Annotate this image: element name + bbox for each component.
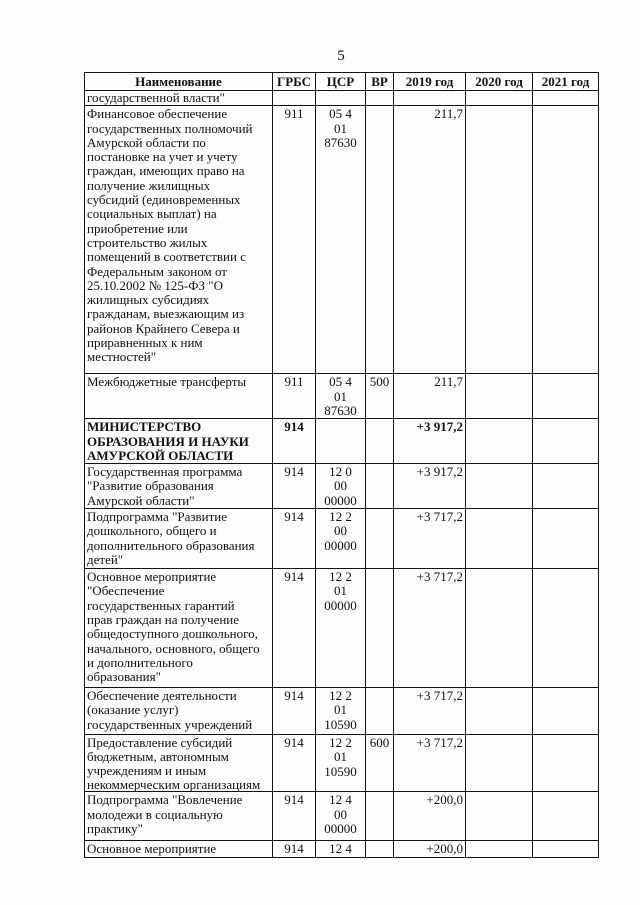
cell-2019: 211,7 bbox=[394, 374, 466, 419]
header-2019: 2019 год bbox=[394, 73, 466, 91]
cell-grbs: 914 bbox=[273, 509, 316, 569]
cell-2019: +200,0 bbox=[394, 792, 466, 841]
table-row bbox=[85, 464, 599, 509]
cell-vr bbox=[366, 569, 394, 688]
cell-2020 bbox=[466, 106, 533, 374]
cell-grbs: 914 bbox=[273, 792, 316, 841]
cell-name: Межбюджетные трансферты bbox=[85, 374, 273, 419]
cell-2021 bbox=[533, 464, 599, 509]
page-number: 5 bbox=[337, 48, 345, 64]
cell-csr: 05 4 01 87630 bbox=[316, 106, 366, 374]
cell-grbs: 914 bbox=[273, 464, 316, 509]
cell-name: Государственная программа "Развитие образования Амурской области" bbox=[85, 464, 273, 509]
header-grbs: ГРБС bbox=[273, 73, 316, 91]
cell-2020 bbox=[466, 688, 533, 735]
cell-2021 bbox=[533, 688, 599, 735]
cell-vr bbox=[366, 688, 394, 735]
table-row-ministry bbox=[85, 419, 599, 464]
cell-2019 bbox=[394, 91, 466, 106]
cell-2020 bbox=[466, 841, 533, 858]
cell-csr: 12 2 01 10590 bbox=[316, 735, 366, 792]
header-2021: 2021 год bbox=[533, 73, 599, 91]
cell-csr: 12 2 01 10590 bbox=[316, 688, 366, 735]
table-row bbox=[85, 735, 599, 792]
cell-vr bbox=[366, 106, 394, 374]
cell-2019: +3 717,2 bbox=[394, 688, 466, 735]
cell-2021 bbox=[533, 792, 599, 841]
header-csr: ЦСР bbox=[316, 73, 366, 91]
cell-name: Подпрограмма "Вовлечение молодежи в социальную практику" bbox=[85, 792, 273, 841]
cell-2021 bbox=[533, 91, 599, 106]
cell-csr: 12 0 00 00000 bbox=[316, 464, 366, 509]
cell-2020 bbox=[466, 374, 533, 419]
cell-2019: +3 917,2 bbox=[394, 419, 466, 464]
cell-2020 bbox=[466, 419, 533, 464]
cell-name: Основное мероприятие "Обеспечение государственных гарантий прав граждан на получение общедоступного дошкольного, начального, основного, общего и дополнительного образования" bbox=[85, 569, 273, 688]
header-2020: 2020 год bbox=[466, 73, 533, 91]
cell-2021 bbox=[533, 419, 599, 464]
header-vr: ВР bbox=[366, 73, 394, 91]
header-name: Наименование bbox=[85, 73, 273, 91]
budget-table bbox=[84, 72, 599, 858]
cell-vr bbox=[366, 91, 394, 106]
cell-2021 bbox=[533, 841, 599, 858]
cell-name: Предоставление субсидий бюджетным, автономным учреждениям и иным некоммерческим организациям bbox=[85, 735, 273, 792]
cell-2020 bbox=[466, 735, 533, 792]
cell-2021 bbox=[533, 106, 599, 374]
cell-2019: 211,7 bbox=[394, 106, 466, 374]
cell-name: МИНИСТЕРСТВО ОБРАЗОВАНИЯ И НАУКИ АМУРСКОЙ ОБЛАСТИ bbox=[85, 419, 273, 464]
table-row bbox=[85, 569, 599, 688]
table-header-row bbox=[85, 73, 599, 91]
cell-name: Финансовое обеспечение государственных полномочий Амурской области по постановке на учет и учету граждан, имеющих право на получение жилищных субсидий (единовременных социальных выплат) на приобретение или строительство жилых помещений в соответствии с Федеральным законом от 25.10.2002 № 125-ФЗ "О жилищных субсидиях гражданам, выезжающим из районов Крайнего Севера и приравненных к ним местностей" bbox=[85, 106, 273, 374]
table-row bbox=[85, 106, 599, 374]
cell-2019: +200,0 bbox=[394, 841, 466, 858]
cell-grbs: 911 bbox=[273, 374, 316, 419]
table-row bbox=[85, 688, 599, 735]
cell-2021 bbox=[533, 509, 599, 569]
cell-name: Основное мероприятие bbox=[85, 841, 273, 858]
cell-2019: +3 717,2 bbox=[394, 509, 466, 569]
table-row bbox=[85, 509, 599, 569]
cell-vr: 600 bbox=[366, 735, 394, 792]
cell-name: Подпрограмма "Развитие дошкольного, общего и дополнительного образования детей" bbox=[85, 509, 273, 569]
table-row bbox=[85, 792, 599, 841]
cell-csr bbox=[316, 91, 366, 106]
cell-2020 bbox=[466, 464, 533, 509]
cell-csr: 12 2 00 00000 bbox=[316, 509, 366, 569]
cell-grbs: 914 bbox=[273, 688, 316, 735]
cell-vr bbox=[366, 464, 394, 509]
cell-2021 bbox=[533, 569, 599, 688]
cell-2020 bbox=[466, 569, 533, 688]
table-row bbox=[85, 841, 599, 858]
cell-2021 bbox=[533, 374, 599, 419]
table-row bbox=[85, 91, 599, 106]
cell-grbs: 914 bbox=[273, 569, 316, 688]
cell-csr: 12 2 01 00000 bbox=[316, 569, 366, 688]
cell-grbs: 914 bbox=[273, 841, 316, 858]
cell-grbs: 911 bbox=[273, 106, 316, 374]
cell-csr bbox=[316, 419, 366, 464]
cell-2020 bbox=[466, 509, 533, 569]
cell-vr bbox=[366, 419, 394, 464]
cell-name: Обеспечение деятельности (оказание услуг) государственных учреждений bbox=[85, 688, 273, 735]
table-row bbox=[85, 374, 599, 419]
cell-name: государственной власти" bbox=[85, 91, 273, 106]
cell-2019: +3 717,2 bbox=[394, 735, 466, 792]
cell-csr: 05 4 01 87630 bbox=[316, 374, 366, 419]
cell-vr bbox=[366, 509, 394, 569]
cell-2021 bbox=[533, 735, 599, 792]
cell-2019: +3 917,2 bbox=[394, 464, 466, 509]
cell-csr: 12 4 bbox=[316, 841, 366, 858]
cell-csr: 12 4 00 00000 bbox=[316, 792, 366, 841]
cell-vr: 500 bbox=[366, 374, 394, 419]
cell-2020 bbox=[466, 792, 533, 841]
cell-grbs bbox=[273, 91, 316, 106]
cell-grbs: 914 bbox=[273, 419, 316, 464]
cell-2020 bbox=[466, 91, 533, 106]
cell-vr bbox=[366, 841, 394, 858]
cell-vr bbox=[366, 792, 394, 841]
cell-2019: +3 717,2 bbox=[394, 569, 466, 688]
cell-grbs: 914 bbox=[273, 735, 316, 792]
